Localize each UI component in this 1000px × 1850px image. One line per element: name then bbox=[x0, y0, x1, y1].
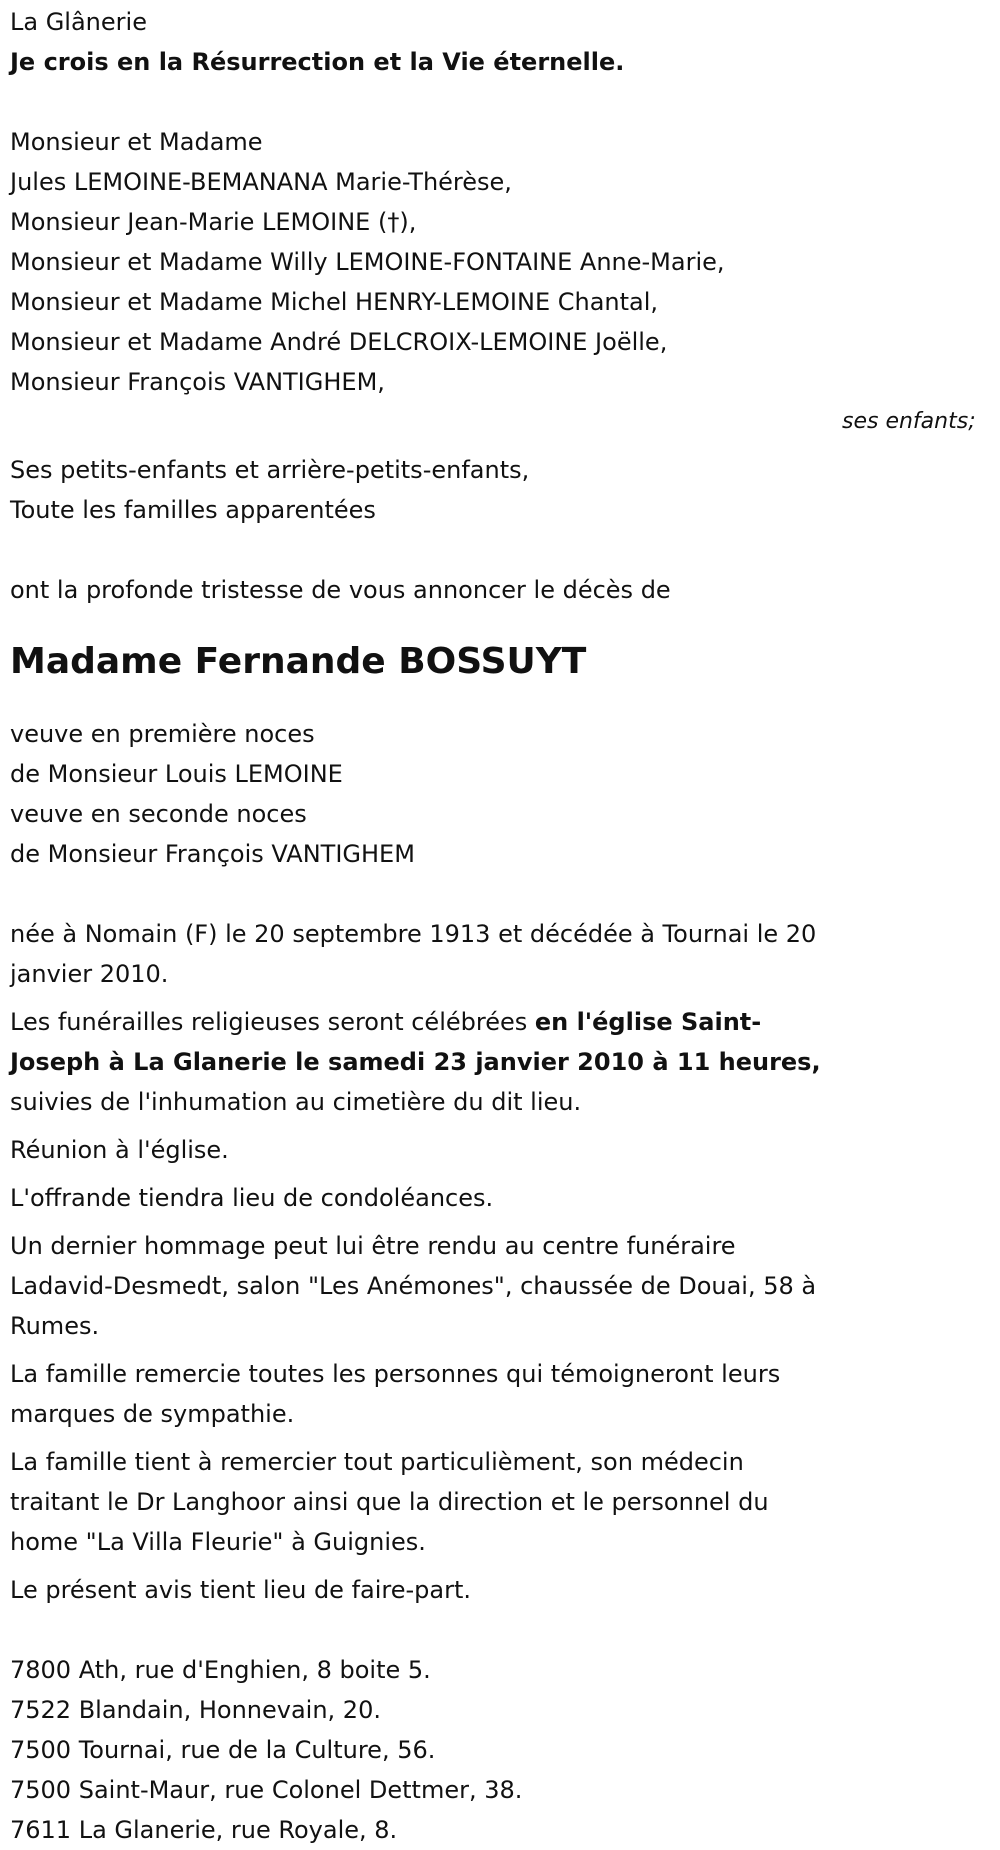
info-paragraph: La famille tient à remercier tout particulièment, son médecin traitant le Dr Langhoor ainsi que la direction et le personnel du home "La Villa Fleurie" à Guignies. bbox=[10, 1448, 769, 1556]
info-paragraph: Le présent avis tient lieu de faire-part. bbox=[10, 1576, 472, 1604]
deceased-name: Madame Fernande BOSSUYT bbox=[10, 641, 587, 682]
widow-line: veuve en seconde noces bbox=[10, 800, 307, 828]
address-line: 7611 La Glanerie, rue Royale, 8. bbox=[10, 1816, 398, 1844]
child-line: Monsieur et Madame Willy LEMOINE-FONTAINE Anne-Marie, bbox=[10, 248, 725, 276]
info-paragraph: Un dernier hommage peut lui être rendu au centre funéraire Ladavid-Desmedt, salon "Les Anémones", chaussée de Douai, 58 à Rumes. bbox=[10, 1232, 817, 1340]
funeral-text-after: suivies de l'inhumation au cimetière du dit lieu. bbox=[10, 1088, 582, 1116]
address-list bbox=[10, 1650, 840, 1850]
relatives-line: Toute les familles apparentées bbox=[10, 496, 376, 524]
child-line: Monsieur et Madame André DELCROIX-LEMOINE Joëlle, bbox=[10, 328, 668, 356]
relatives-list bbox=[10, 450, 840, 530]
child-line: Monsieur et Madame Michel HENRY-LEMOINE Chantal, bbox=[10, 288, 659, 316]
info-paragraph: Réunion à l'église. bbox=[10, 1136, 229, 1164]
address-line: 7500 Tournai, rue de la Culture, 56. bbox=[10, 1736, 436, 1764]
relatives-line: Ses petits-enfants et arrière-petits-enfants, bbox=[10, 456, 530, 484]
faith-verse: Je crois en la Résurrection et la Vie éternelle. bbox=[10, 48, 625, 76]
widow-line: de Monsieur Louis LEMOINE bbox=[10, 760, 343, 788]
child-line: Jules LEMOINE-BEMANANA Marie-Thérèse, bbox=[10, 168, 512, 196]
place-name: La Glânerie bbox=[10, 8, 147, 36]
birth-death-text: née à Nomain (F) le 20 septembre 1913 et décédée à Tournai le 20 janvier 2010. bbox=[10, 920, 817, 988]
info-paragraph: La famille remercie toutes les personnes qui témoigneront leurs marques de sympathie. bbox=[10, 1360, 781, 1428]
child-line: Monsieur et Madame bbox=[10, 128, 263, 156]
funeral-text-bold: en l'église Saint-Joseph à La Glanerie le samedi 23 janvier 2010 à 11 heures, bbox=[10, 1008, 821, 1076]
widow-line: de Monsieur François VANTIGHEM bbox=[10, 840, 415, 868]
widow-lines bbox=[10, 714, 840, 874]
children-label: ses enfants; bbox=[842, 409, 976, 434]
funeral-paragraph bbox=[10, 1002, 840, 1122]
info-paragraph: L'offrande tiendra lieu de condoléances. bbox=[10, 1184, 494, 1212]
address-line: 7800 Ath, rue d'Enghien, 8 boite 5. bbox=[10, 1656, 431, 1684]
child-line: Monsieur Jean-Marie LEMOINE (†), bbox=[10, 208, 417, 236]
info-paragraphs bbox=[10, 1130, 840, 1610]
funeral-text-before: Les funérailles religieuses seront célébrées bbox=[10, 1008, 535, 1036]
children-list bbox=[10, 122, 840, 402]
address-line: 7500 Saint-Maur, rue Colonel Dettmer, 38. bbox=[10, 1776, 523, 1804]
address-line: 7522 Blandain, Honnevain, 20. bbox=[10, 1696, 381, 1724]
child-line: Monsieur François VANTIGHEM, bbox=[10, 368, 385, 396]
widow-line: veuve en première noces bbox=[10, 720, 315, 748]
announcement-text: ont la profonde tristesse de vous annoncer le décès de bbox=[10, 576, 671, 604]
